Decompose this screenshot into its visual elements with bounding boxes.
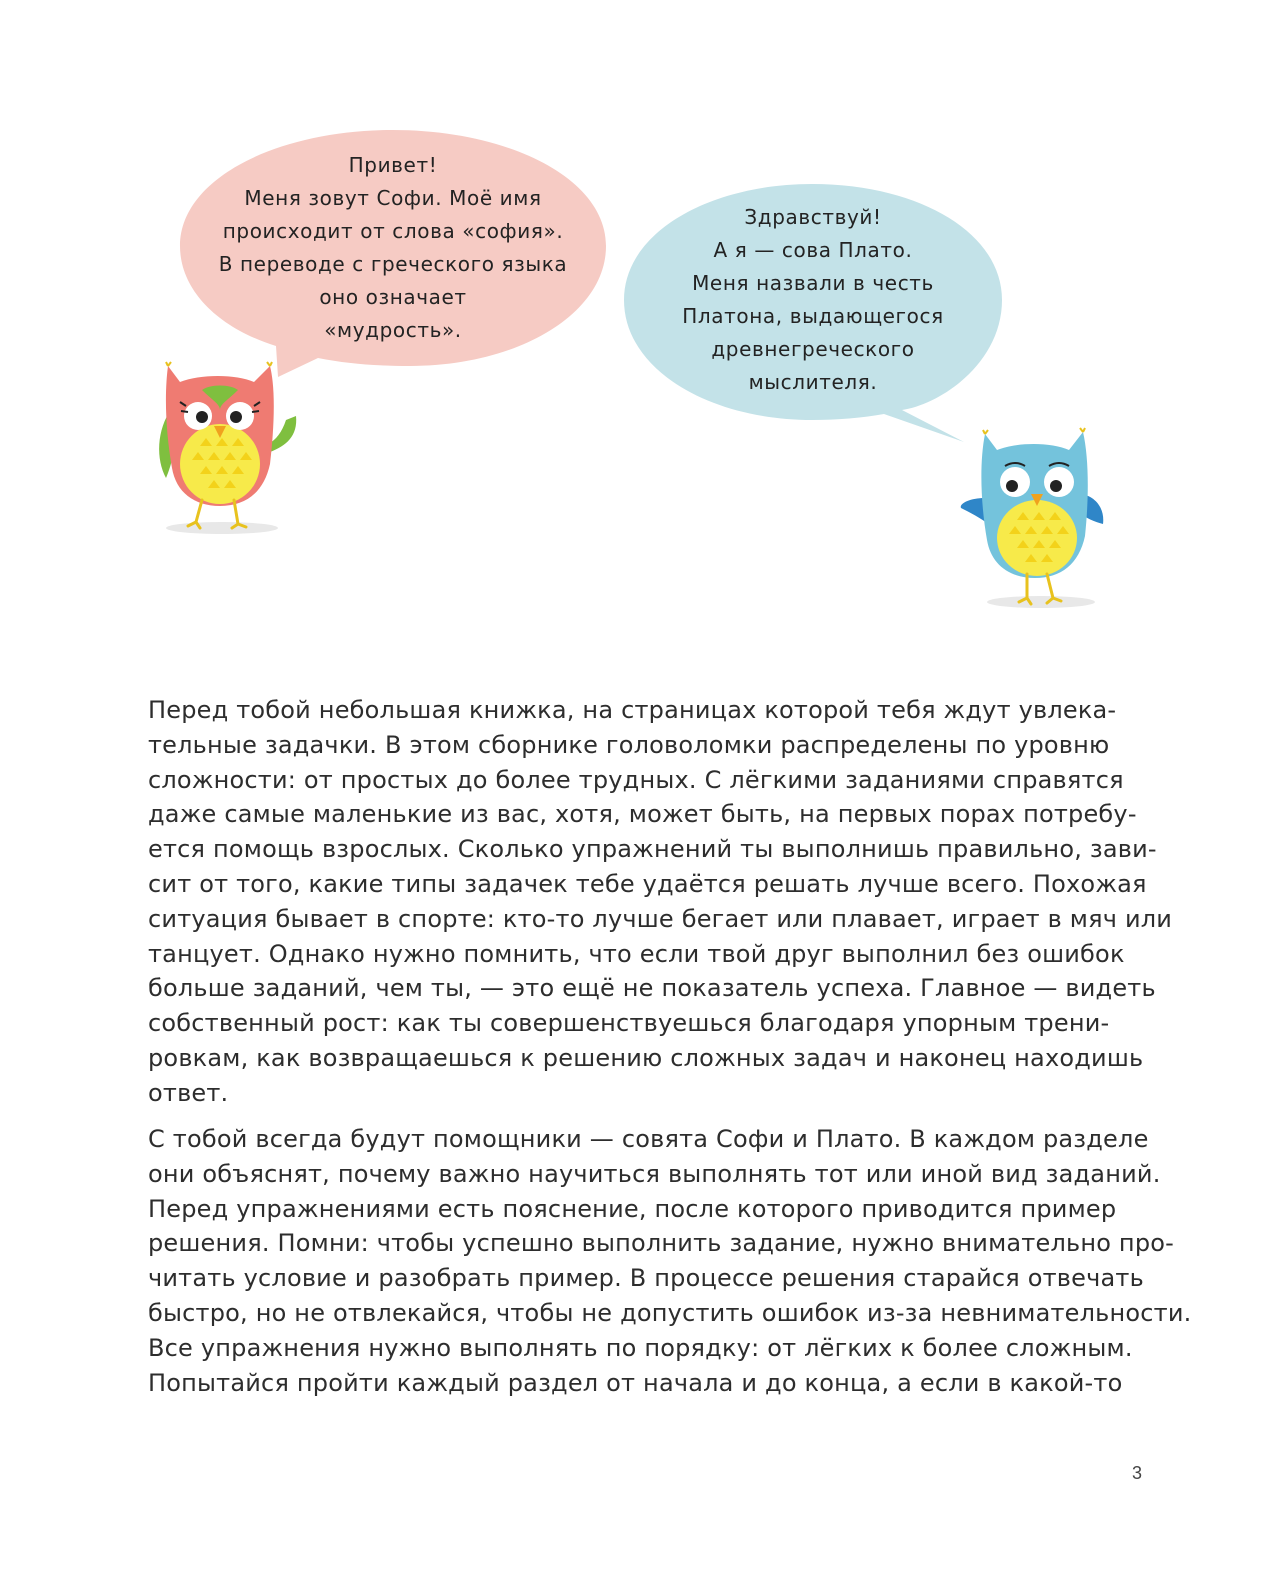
owl-ear-tufts xyxy=(166,362,272,366)
intro-paragraph-2 xyxy=(148,1122,1192,1400)
text-line: ответ. xyxy=(148,1078,229,1107)
owl-left-leg xyxy=(1019,574,1031,604)
text-line: даже самые маленькие из вас, хотя, может быть, на первых порах потребу- xyxy=(148,800,1137,829)
sofi-bubble-line: происходит от слова «софия». xyxy=(222,219,564,243)
text-line: ется помощь взрослых. Сколько упражнений ты выполнишь правильно, зави- xyxy=(148,835,1157,864)
owl-right-pupil xyxy=(230,411,242,423)
text-line: больше заданий, чем ты, — это ещё не показатель успеха. Главное — видеть xyxy=(148,974,1156,1003)
page-number: 3 xyxy=(1132,1463,1143,1483)
plato-bubble-line: Здравствуй! xyxy=(744,205,882,229)
plato-bubble-text xyxy=(628,201,998,399)
sofi-bubble-line: оно означает xyxy=(319,285,467,309)
sofi-bubble-line: «мудрость». xyxy=(324,318,462,342)
text-line: Все упражнения нужно выполнять по порядку: от лёгких к более сложным. xyxy=(148,1333,1133,1362)
text-line: собственный рост: как ты совершенствуешься благодаря упорным трени- xyxy=(148,1009,1110,1038)
plato-owl-illustration xyxy=(955,428,1105,613)
owl-left-pupil xyxy=(1006,480,1018,492)
plato-bubble-line: древнегреческого xyxy=(711,337,915,361)
owl-right-pupil xyxy=(1050,480,1062,492)
text-line: Попытайся пройти каждый раздел от начала и до конца, а если в какой-то xyxy=(148,1368,1123,1397)
text-line: Перед упражнениями есть пояснение, после которого приводится пример xyxy=(148,1194,1117,1223)
text-line: С тобой всегда будут помощники — совята Софи и Плато. В каждом разделе xyxy=(148,1125,1149,1153)
text-line: они объяснят, почему важно научиться выполнять тот или иной вид заданий. xyxy=(148,1159,1161,1188)
text-line: ситуация бывает в спорте: кто-то лучше бегает или плавает, играет в мяч или xyxy=(148,904,1173,933)
sofi-owl-illustration xyxy=(150,360,310,540)
owl-ear-tufts xyxy=(983,428,1085,434)
owl-left-pupil xyxy=(196,411,208,423)
text-line: ровкам, как возвращаешься к решению сложных задач и наконец находишь xyxy=(148,1043,1144,1072)
sofi-bubble-line: В переводе с греческого языка xyxy=(218,252,568,276)
text-line: сложности: от простых до более трудных. С лёгкими заданиями справятся xyxy=(148,765,1124,794)
plato-bubble-line: мыслителя. xyxy=(748,370,878,394)
owl-shadow xyxy=(987,596,1095,608)
sofi-bubble-line: Привет! xyxy=(348,153,438,177)
intro-paragraph-1 xyxy=(148,693,1173,1111)
text-line: читать условие и разобрать пример. В процессе решения старайся отвечать xyxy=(148,1264,1144,1293)
text-line: тельные задачки. В этом сборнике головоломки распределены по уровню xyxy=(148,730,1110,759)
text-line: танцует. Однако нужно помнить, что если твой друг выполнил без ошибок xyxy=(148,939,1125,968)
owl-shadow xyxy=(166,522,278,534)
text-line: Перед тобой небольшая книжка, на страницах которой тебя ждут увлека- xyxy=(148,696,1117,724)
plato-bubble-line: А я — сова Плато. xyxy=(713,238,913,262)
text-line: быстро, но не отвлекайся, чтобы не допустить ошибок из-за невнимательности. xyxy=(148,1298,1192,1327)
plato-bubble-line: Платона, выдающегося xyxy=(682,304,944,328)
sofi-bubble-text xyxy=(188,149,598,347)
plato-bubble-line: Меня назвали в честь xyxy=(692,271,934,295)
text-line: решения. Помни: чтобы успешно выполнить задание, нужно внимательно про- xyxy=(148,1229,1174,1258)
owl-belly xyxy=(997,500,1077,576)
sofi-bubble-line: Меня зовут Софи. Моё имя xyxy=(244,186,542,210)
text-line: сит от того, какие типы задачек тебе удаётся решать лучше всего. Похожая xyxy=(148,869,1147,898)
